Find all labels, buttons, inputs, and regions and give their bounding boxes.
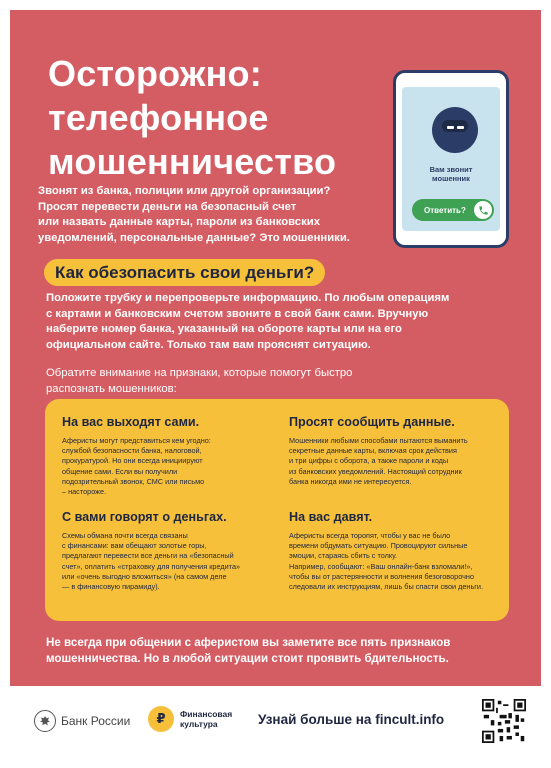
hood-icon [442,120,468,132]
sign-title: Просят сообщить данные. [289,415,455,429]
sign-title: На вас давят. [289,510,373,524]
sign-line: Например, сообщают: «Ваш онлайн-банк взломали!», [289,561,473,571]
title-line: мошенничество [48,141,337,182]
eye-icon [457,126,464,129]
answer-label: Ответить? [424,205,466,215]
call-line: мошенник [432,174,470,183]
footer-logos [0,686,551,768]
sign-text [289,531,494,592]
sign-line: и три цифры с оборота, а также пароли и коды [289,456,449,466]
eagle-emblem-icon [34,710,56,732]
intro-line: или назвать данные карты, пароли из банковских [38,216,320,229]
sign-title: С вами говорят о деньгах. [62,510,227,524]
sign-line: из банковских уведомлений. Настоящий сотрудник [289,466,462,476]
sign-line: следовали их инструкциям, лишь бы спасти свои деньги. [289,582,484,592]
sign-line: счет», оплатить «страховку для получения кредита» [62,561,241,571]
closing-line: мошенничества. Но в любой ситуации стоит проявить бдительность. [46,652,449,665]
fin-line: культура [180,719,218,729]
fin-culture-name [180,709,232,729]
title-line: телефонное [48,97,269,138]
sign-line: Аферисты всегда торопят, чтобы у вас не было [289,531,451,540]
closing-note [46,635,450,667]
advice-text [46,291,486,353]
sign-text [62,436,267,497]
advice-line: официальном сайте. Только там вам прояснят ситуацию. [46,338,371,351]
sign-line: подозрительный звонок, СМС или письмо [62,476,205,486]
sign-line: банка никогда ими не интересуется. [289,476,412,486]
intro-text [38,184,388,246]
sign-block [62,510,267,592]
sign-line: предлагают перевести все деньги на «безопасный [62,551,234,561]
sign-line: времени обдумать ситуацию. Провоцируют сильные [289,541,468,551]
intro-line: Просят перевести деньги на безопасный счет [38,200,297,213]
ruble-icon: ₽ [148,706,174,732]
phone-illustration [393,70,509,248]
attention-text [46,366,486,397]
call-line: Вам звонит [429,165,473,174]
intro-line: уведомлений, персональные данные? Это мошенники. [38,231,350,244]
sign-line: Схемы обмана почти всегда связаны [62,531,188,540]
sign-line: – настороже. [62,487,107,497]
sign-block [289,415,494,487]
title-line: Осторожно: [48,53,262,94]
fincult-link-text: Узнай больше на fincult.info [258,712,445,727]
sign-line: с финансами: вам обещают золотые горы, [62,541,207,551]
closing-line: Не всегда при общении с аферистом вы заметите все пять признаков [46,636,451,649]
advice-line: наберите номер банка, указанный на обороте карты или на его [46,323,402,336]
sign-text [289,436,494,487]
poster-title [48,52,378,184]
fin-line: Финансовая [180,709,233,719]
bank-name: Банк России [61,714,131,728]
advice-line: Положите трубку и перепроверьте информацию. По любым операциям [46,292,450,304]
signs-card [45,399,509,621]
eye-icon [447,126,454,129]
sign-line: чтобы вы от растерянности и волнения безоговорочно [289,571,475,581]
qr-code-icon [482,699,526,743]
advice-line: с картами и банковским счетом звоните в свой банк сами. Вручную [46,307,429,320]
bank-of-russia-logo [34,710,130,732]
phone-handset-icon [474,201,492,219]
sign-line: общение сами. Если вы получили [62,466,178,476]
intro-line: Звонят из банка, полиции или другой организации? [38,185,331,197]
sign-block [289,510,494,592]
sign-line: Мошенники любыми способами пытаются выманить [289,436,468,445]
answer-call-button [412,199,494,221]
phone-screen [402,87,500,231]
sign-block [62,415,267,497]
attention-line: Обратите внимание на признаки, которые помогут быстро [46,367,353,379]
attention-line: распознать мошенников: [46,382,177,395]
sign-text [62,531,267,592]
sign-line: секретные данные карты, включая срок действия [289,446,457,456]
financial-culture-logo [148,706,232,732]
incoming-call-text [402,165,500,183]
sign-line: или «очень выгодно вложиться» (на самом деле [62,571,227,581]
sign-line: эмоции, стараясь сбить с толку. [289,551,398,561]
sign-line: прокуратурой. Но они всегда инициируют [62,456,203,466]
sign-line: Аферисты могут представиться кем угодно: [62,436,211,445]
sign-line: службой безопасности банка, налоговой, [62,446,202,456]
sign-title: На вас выходят сами. [62,415,200,429]
section-heading: Как обезопасить свои деньги? [44,259,325,286]
sign-line: — в финансовую пирамиду). [62,582,160,592]
